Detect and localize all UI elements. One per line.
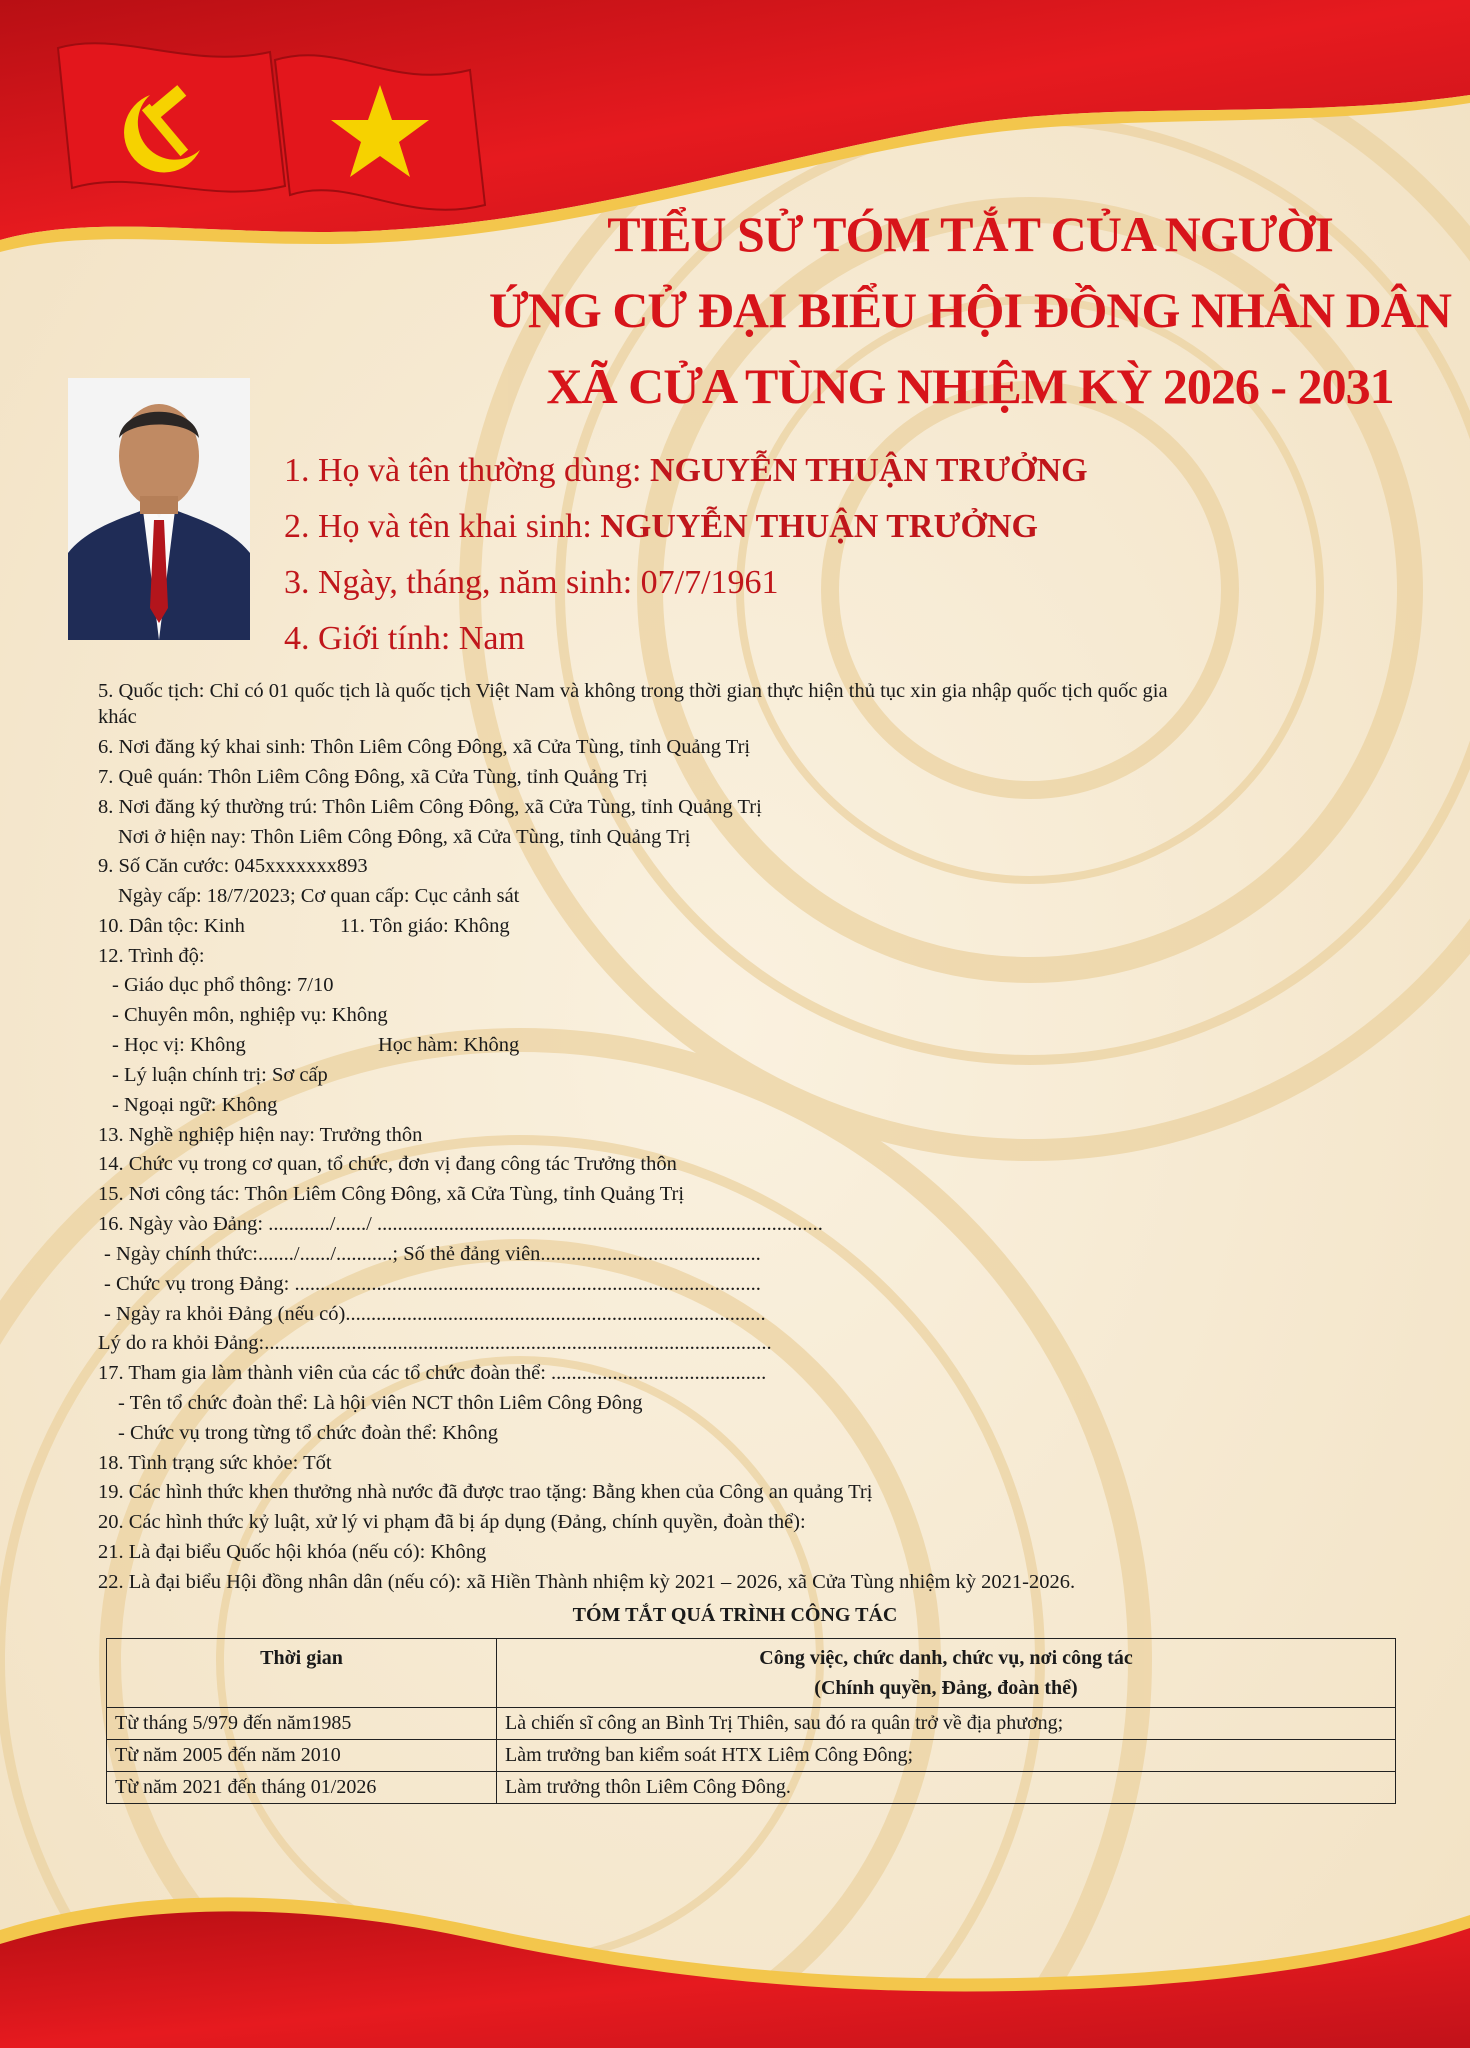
candidate-photo <box>68 378 250 640</box>
column-header-work-line1: Công việc, chức danh, chức vụ, nơi công tác <box>759 1647 1133 1669</box>
field-birth-date <box>284 564 779 602</box>
column-header-time: Thời gian <box>107 1639 497 1708</box>
table-cell: Từ năm 2005 đến năm 2010 <box>107 1740 497 1772</box>
detail-line: khác <box>98 706 137 728</box>
detail-line: - Tên tổ chức đoàn thể: Là hội viên NCT thôn Liêm Công Đông <box>118 1392 643 1414</box>
column-header-work <box>497 1639 1396 1708</box>
detail-line: - Chức vụ trong Đảng: ........................................................................................... <box>104 1273 761 1295</box>
detail-line: - Chuyên môn, nghiệp vụ: Không <box>112 1004 388 1026</box>
table-row <box>107 1772 1396 1804</box>
table-cell: Làm trưởng thôn Liêm Công Đông. <box>497 1772 1396 1804</box>
work-history-table <box>106 1638 1396 1804</box>
detail-line: 22. Là đại biểu Hội đồng nhân dân (nếu có): xã Hiền Thành nhiệm kỳ 2021 – 2026, xã Cửa Tùng nhiệm kỳ 2021-2026. <box>98 1571 1076 1593</box>
detail-line: 19. Các hình thức khen thưởng nhà nước đã được trao tặng: Bằng khen của Công an quảng Trị <box>98 1481 873 1503</box>
detail-line: 16. Ngày vào Đảng: ............/....../ ....................................................................................... <box>98 1213 823 1235</box>
detail-line: 17. Tham gia làm thành viên của các tổ chức đoàn thể: .......................................... <box>98 1362 767 1384</box>
detail-line: 21. Là đại biểu Quốc hội khóa (nếu có): Không <box>98 1541 487 1563</box>
detail-line: 18. Tình trạng sức khỏe: Tốt <box>98 1452 332 1474</box>
detail-line: 10. Dân tộc: Kinh <box>98 915 245 937</box>
title-line: TIỂU SỬ TÓM TẮT CỦA NGƯỜI <box>607 206 1333 262</box>
detail-line: 5. Quốc tịch: Chỉ có 01 quốc tịch là quốc tịch Việt Nam và không trong thời gian thực hiện thủ tục xin gia nhập quốc tịch quốc gia <box>98 680 1168 702</box>
detail-line: 6. Nơi đăng ký khai sinh: Thôn Liêm Công Đông, xã Cửa Tùng, tỉnh Quảng Trị <box>98 736 751 758</box>
detail-line: Nơi ở hiện nay: Thôn Liêm Công Đông, xã Cửa Tùng, tỉnh Quảng Trị <box>118 826 691 848</box>
field-value: Nam <box>458 620 525 657</box>
detail-line: 9. Số Căn cước: 045xxxxxxx893 <box>98 855 368 877</box>
detail-line: 13. Nghề nghiệp hiện nay: Trưởng thôn <box>98 1124 423 1146</box>
title-line: XÃ CỬA TÙNG NHIỆM KỲ 2026 - 2031 <box>546 358 1394 414</box>
field-birth-name <box>284 508 1038 546</box>
field-label: 1. Họ và tên thường dùng: <box>284 452 650 489</box>
detail-line: - Giáo dục phổ thông: 7/10 <box>112 974 334 996</box>
field-label: 3. Ngày, tháng, năm sinh: <box>284 564 641 601</box>
detail-line: - Ngoại ngữ: Không <box>112 1094 278 1116</box>
detail-line: - Ngày ra khỏi Đảng (nếu có).................................................................................. <box>104 1303 766 1325</box>
detail-line: - Học vị: Không <box>112 1034 246 1056</box>
detail-line: Lý do ra khỏi Đảng:................................................................................................... <box>98 1332 772 1354</box>
field-label: 4. Giới tính: <box>284 620 459 657</box>
table-cell: Từ năm 2021 đến tháng 01/2026 <box>107 1772 497 1804</box>
detail-line: - Lý luận chính trị: Sơ cấp <box>112 1064 328 1086</box>
title-line: ỨNG CỬ ĐẠI BIỂU HỘI ĐỒNG NHÂN DÂN <box>489 282 1451 338</box>
table-cell: Làm trưởng ban kiểm soát HTX Liêm Công Đông; <box>497 1740 1396 1772</box>
detail-line: 8. Nơi đăng ký thường trú: Thôn Liêm Công Đông, xã Cửa Tùng, tỉnh Quảng Trị <box>98 796 762 818</box>
table-header-row <box>107 1639 1396 1708</box>
detail-line: - Ngày chính thức:......./....../...........; Số thẻ đảng viên........................................... <box>104 1243 761 1265</box>
table-cell: Từ tháng 5/979 đến năm1985 <box>107 1708 497 1740</box>
field-common-name <box>284 452 1088 490</box>
detail-line: Ngày cấp: 18/7/2023; Cơ quan cấp: Cục cảnh sát <box>118 885 520 907</box>
table-row <box>107 1740 1396 1772</box>
field-value: NGUYỄN THUẬN TRƯỞNG <box>649 452 1088 489</box>
field-value: 07/7/1961 <box>640 564 779 601</box>
page-title <box>470 196 1470 424</box>
field-gender <box>284 620 525 658</box>
field-label: 2. Họ và tên khai sinh: <box>284 508 601 545</box>
detail-line: 11. Tôn giáo: Không <box>340 915 510 937</box>
detail-line: 7. Quê quán: Thôn Liêm Công Đông, xã Cửa Tùng, tỉnh Quảng Trị <box>98 766 648 788</box>
detail-line: 12. Trình độ: <box>98 945 205 967</box>
detail-line: - Chức vụ trong từng tổ chức đoàn thể: Không <box>118 1422 499 1444</box>
detail-line: Học hàm: Không <box>378 1034 520 1056</box>
work-summary-title: TÓM TẮT QUÁ TRÌNH CÔNG TÁC <box>572 1604 898 1626</box>
table-row <box>107 1708 1396 1740</box>
detail-line: 14. Chức vụ trong cơ quan, tổ chức, đơn vị đang công tác Trưởng thôn <box>98 1153 677 1175</box>
detail-line: 20. Các hình thức kỷ luật, xử lý vi phạm đã bị áp dụng (Đảng, chính quyền, đoàn thể): <box>98 1511 806 1533</box>
column-header-work-line2: (Chính quyền, Đảng, đoàn thể) <box>814 1677 1078 1699</box>
detail-line: 15. Nơi công tác: Thôn Liêm Công Đông, xã Cửa Tùng, tỉnh Quảng Trị <box>98 1183 685 1205</box>
field-value: NGUYỄN THUẬN TRƯỞNG <box>600 508 1038 545</box>
table-cell: Là chiến sĩ công an Bình Trị Thiên, sau đó ra quân trở về địa phương; <box>497 1708 1396 1740</box>
